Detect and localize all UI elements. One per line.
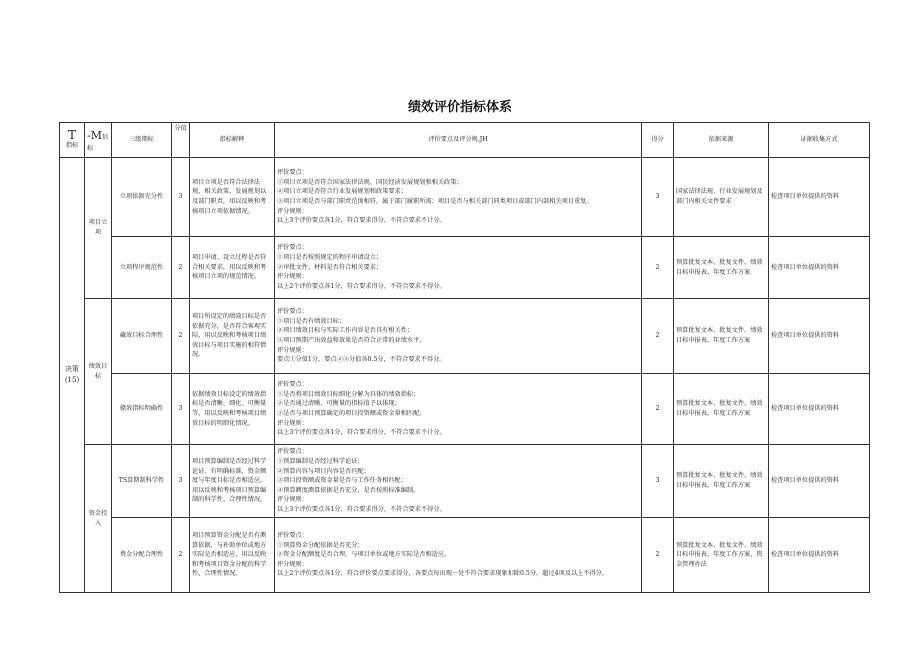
criteria-line: 评价要点： bbox=[277, 531, 308, 539]
basis-cell: 预算批复文本、批复文件、绩效目标申报表、年度工作方案、资金管理办法 bbox=[674, 518, 769, 593]
header-score: 得分 bbox=[642, 123, 674, 158]
criteria-line: ①项目立项是否符合国家法律法规、国民经济发展规划和相关政策； bbox=[277, 178, 463, 186]
header-basis: 依据来源 bbox=[674, 123, 769, 158]
header-level2-label: 标 bbox=[87, 144, 94, 152]
score-cell: 2 bbox=[642, 374, 674, 445]
evidence-cell: 检查项目单位提供的资料 bbox=[769, 299, 870, 374]
basis-cell: 国家法律法规、行业发展规划及部门内相关文件要求 bbox=[674, 158, 769, 237]
weight-cell: 2 bbox=[172, 237, 190, 299]
header-weight: 分值 bbox=[172, 123, 190, 158]
criteria-line: ④预算额度测算依据是否充分，是否按照标准编制。 bbox=[277, 486, 420, 494]
criteria-line: 评价要点： bbox=[277, 448, 308, 456]
header-level2-suffix: 信 bbox=[101, 133, 109, 141]
header-level1-glyph: T bbox=[67, 128, 76, 143]
criteria-line: 以上3个评价要点各1分，符合要求得分，不符合要求不得分。 bbox=[277, 506, 446, 514]
criteria-line: 评分规则： bbox=[277, 273, 308, 281]
level3-cell: 赣效指标明确性 bbox=[112, 374, 172, 445]
header-criteria: 评价要点及评分规.JH bbox=[275, 123, 642, 158]
score-cell: 2 bbox=[642, 237, 674, 299]
criteria-line: ③是否与项目预算确定的项目投资额或资金量相匹配。 bbox=[277, 410, 426, 417]
criteria-cell bbox=[275, 518, 642, 593]
criteria-line: ②预算内容与项目内容是否匹配； bbox=[277, 467, 370, 475]
basis-cell: 预算批复文本、批复文件、绩效目标申报表、年度工作方案 bbox=[674, 374, 769, 445]
level2-group-cell: 资金投入 bbox=[85, 445, 112, 593]
indicator-table bbox=[59, 122, 870, 593]
header-level1 bbox=[60, 123, 85, 158]
criteria-cell bbox=[275, 237, 642, 299]
criteria-cell bbox=[275, 374, 642, 445]
header-level3: 三级期标 bbox=[112, 123, 172, 158]
level3-cell: 费金分配合理性 bbox=[112, 518, 172, 593]
criteria-line: ①项目是否有绩效目标； bbox=[277, 317, 346, 325]
score-cell: 2 bbox=[642, 518, 674, 593]
criteria-line: 以上3个评价要点各1分，符合要求得分，不符合要求不计分。 bbox=[277, 429, 446, 437]
header-evidence: 证据收集方式 bbox=[769, 123, 870, 158]
table-row bbox=[60, 374, 870, 445]
weight-cell: 2 bbox=[172, 518, 190, 593]
level1-name: 决策 bbox=[65, 365, 79, 374]
criteria-line: ①是否将项目绩效目标细化分解为具体的绩效指标； bbox=[277, 390, 420, 398]
criteria-cell bbox=[275, 299, 642, 374]
score-cell: 3 bbox=[642, 445, 674, 518]
header-explanation: 指标解释 bbox=[190, 123, 275, 158]
level3-cell: 立项依据充分性 bbox=[112, 158, 172, 237]
evidence-cell: 检查项目单位提供的资料 bbox=[769, 374, 870, 445]
evidence-cell: 检查项目单位提供的资料 bbox=[769, 158, 870, 237]
criteria-line: ③项目立项是否与部门职责范围相符，属于部门履职所需；项目是否与相关部门同类项目或部门内部相关项目重复。 bbox=[277, 198, 593, 205]
criteria-line: 评分规则： bbox=[277, 419, 308, 427]
criteria-cell bbox=[275, 445, 642, 518]
level3-cell: 立项程序规范性 bbox=[112, 237, 172, 299]
level1-points: (15) bbox=[64, 376, 80, 384]
criteria-line: ①项目是否按照规定的程序申请设立； bbox=[277, 254, 383, 262]
score-cell: 3 bbox=[642, 158, 674, 237]
criteria-line: 评价要点： bbox=[277, 308, 308, 316]
criteria-line: ②是否通过清晰、可衡量的指标值予以体现； bbox=[277, 400, 401, 408]
table-row bbox=[60, 158, 870, 237]
explanation-cell: 项目所设定的绩效目标是否依据充分，是否符合客观实际，用以反映和考核项目绩效目标与项目实施的相符情况。 bbox=[190, 299, 275, 374]
criteria-line: 评分规则： bbox=[277, 496, 308, 504]
criteria-line: ②审批文件、材料是否符合相关要求； bbox=[277, 263, 383, 271]
level1-cell bbox=[60, 158, 85, 593]
weight-cell: 3 bbox=[172, 374, 190, 445]
level2-group-cell: 项目立项 bbox=[85, 158, 112, 299]
score-cell: 2 bbox=[642, 299, 674, 374]
header-level1-label: 指标 bbox=[65, 142, 79, 150]
evidence-cell: 检查项目单位提供的资料 bbox=[769, 518, 870, 593]
table-row bbox=[60, 518, 870, 593]
criteria-line: ①预算资金分配依据是否充分； bbox=[277, 541, 364, 549]
header-level2-glyph: -M bbox=[87, 128, 102, 142]
level2-group-cell: 绩效目标 bbox=[85, 299, 112, 445]
level3-cell: 藏效目标合理性 bbox=[112, 299, 172, 374]
criteria-line: 评价要点： bbox=[277, 169, 308, 177]
criteria-line: 评分规则： bbox=[277, 207, 308, 215]
evidence-cell: 检查项目单位提供的资料 bbox=[769, 237, 870, 299]
criteria-line: 评分规则： bbox=[277, 346, 308, 354]
criteria-line: 以上3个评价要点各1分，符合要求得分，不符合要求不计分。 bbox=[277, 217, 446, 225]
criteria-line: ②资金分配额度是否合理，与项目单位或地方实际是否相适应。 bbox=[277, 551, 451, 559]
table-row bbox=[60, 237, 870, 299]
criteria-line: ②项目绩效目标与实际工作内容是否具有相关性； bbox=[277, 327, 414, 335]
level3-cell: TS算期制科学性 bbox=[112, 445, 172, 518]
header-level2 bbox=[85, 123, 112, 158]
table-header-row bbox=[60, 123, 870, 158]
criteria-line: ①预算编制是否经过科学论证； bbox=[277, 457, 364, 465]
weight-cell: 3 bbox=[172, 445, 190, 518]
criteria-line: ③项目投资额或资金量是否与工作任务相匹配； bbox=[277, 477, 407, 485]
criteria-line: ③项目预期产出效益和效果是否符合正常的业绩水平。 bbox=[277, 337, 426, 344]
criteria-line: 评价要点： bbox=[277, 381, 308, 389]
explanation-cell: 项目预算资金分配是否有测算依据，与补助单位或地方实际是否相适应，用以反映和考核项目资金分配的科学性、合理性情况。 bbox=[190, 518, 275, 593]
table-row bbox=[60, 445, 870, 518]
evidence-cell: 检查项目单位提供的资料 bbox=[769, 445, 870, 518]
weight-cell: 3 bbox=[172, 158, 190, 237]
criteria-cell bbox=[275, 158, 642, 237]
basis-cell: 预算批复文本、批复文件、绩效目标申报表、年度工作方案 bbox=[674, 299, 769, 374]
criteria-line: ②项目立项是否符合行业发展规划和政策要求； bbox=[277, 188, 407, 196]
explanation-cell: 项目申请、设立过程是否符合相关要求，用以反映和考核项目立项的规范情况。 bbox=[190, 237, 275, 299]
weight-cell: 2 bbox=[172, 299, 190, 374]
page-title: 绩效评价指标体系 bbox=[407, 100, 512, 115]
explanation-cell: 项目预算编制是否经过科学论证、有明确标准，资金额度与年度目标是否相适应，用以反映和考核项目预算编制的科学性、合理性情况。 bbox=[190, 445, 275, 518]
criteria-line: 以上2个评价要点各1分，符合评价要点要求得分，各要点每出现一处不符合要求现象扣除0.5分，超过4项及以上不得分。 bbox=[277, 570, 609, 578]
explanation-cell: 项目立项是否符合法律法规、相关政策、发展规划以及部门职责，用以反映和考核项目立项依据情况。 bbox=[190, 158, 275, 237]
criteria-line: 要点①分值1分，要点②③分值各0.5分，不符合要求不得分。 bbox=[277, 356, 446, 364]
explanation-cell: 依据绩效目标设定的绩效指标是否清晰、细化、可衡量等，用以反映和考核项目绩效目标的明细化情况。 bbox=[190, 374, 275, 445]
criteria-line: 评分规则： bbox=[277, 560, 308, 568]
criteria-line: 以上2个评价要点各1分，符合要求得分，不符合要求不得分。 bbox=[277, 282, 446, 290]
basis-cell: 预算批复文本、批复文件、绩效目标申报表、年度工作方案 bbox=[674, 445, 769, 518]
criteria-line: 评价要点： bbox=[277, 244, 308, 252]
basis-cell: 预算批复文本、批复文件、绩效目标申报表、年度工作方案 bbox=[674, 237, 769, 299]
table-row bbox=[60, 299, 870, 374]
